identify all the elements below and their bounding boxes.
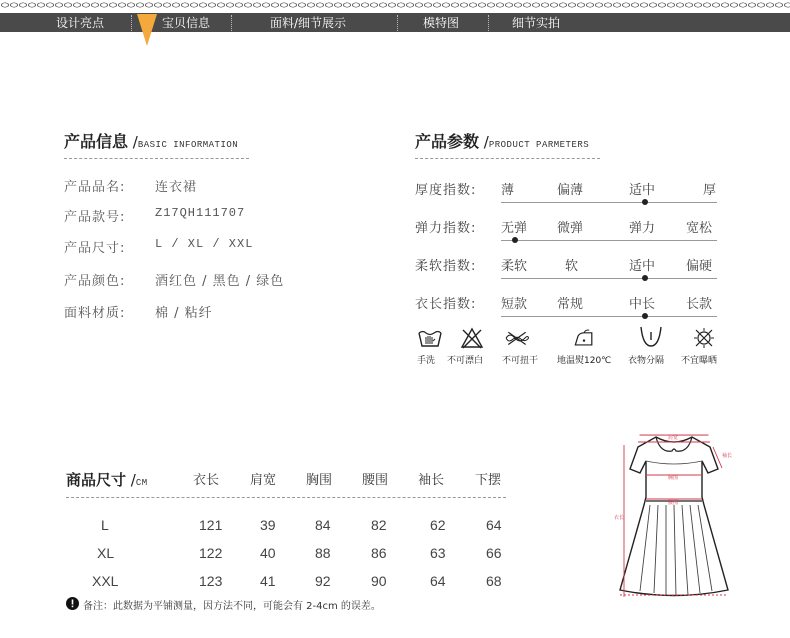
params-divider (415, 158, 600, 159)
iron-icon (571, 326, 597, 350)
table-cell: 84 (315, 517, 331, 533)
param-option: 偏薄 (557, 183, 584, 198)
params-heading (415, 129, 589, 152)
nav-item-product-info[interactable]: 宝贝信息 (162, 16, 211, 30)
diagram-label-waist: 腰围 (668, 500, 679, 506)
param-option: 偏硬 (686, 259, 713, 274)
title-slash: / (128, 133, 138, 151)
column-header: 腰围 (362, 473, 389, 488)
param-indicator-dot (642, 275, 648, 281)
param-option: 厚 (703, 183, 717, 198)
basic-info-heading (64, 129, 238, 152)
basic-info-divider (64, 158, 249, 159)
param-option: 软 (565, 259, 579, 274)
table-cell: 121 (199, 517, 223, 533)
table-cell: 88 (315, 545, 331, 561)
size-label: XL (97, 545, 115, 561)
diagram-label-chest: 胸围 (668, 475, 679, 481)
nav-separator (488, 15, 489, 31)
table-cell: 92 (315, 573, 331, 589)
nav-separator (397, 15, 398, 31)
info-label: 产品颜色: (64, 274, 126, 289)
column-header: 下摆 (475, 473, 502, 488)
care-label-iron: 地温熨120℃ (557, 356, 612, 366)
diagram-label-sleeve: 袖长 (722, 453, 733, 459)
param-indicator-dot (642, 199, 648, 205)
param-option: 适中 (629, 259, 656, 274)
table-cell: 41 (260, 573, 276, 589)
param-scale-line (501, 316, 717, 317)
table-cell: 64 (486, 517, 502, 533)
param-scale-line (501, 240, 717, 241)
basic-info-subtitle: BASIC INFORMATION (137, 140, 239, 150)
table-cell: 86 (371, 545, 387, 561)
param-label-elasticity: 弹力指数: (415, 221, 477, 236)
title-slash: / (126, 471, 136, 489)
param-label-softness: 柔软指数: (415, 259, 477, 274)
info-value-style-no: Z17QH111707 (155, 206, 246, 220)
param-option: 微弹 (557, 221, 584, 236)
param-option: 长款 (686, 297, 713, 312)
info-value-colors: 酒红色 / 黑色 / 绿色 (155, 274, 285, 289)
top-navigation (0, 0, 790, 33)
chain-border-decoration (0, 0, 790, 12)
nav-item-model-photos[interactable]: 模特图 (423, 16, 460, 30)
hand-wash-icon (417, 326, 443, 350)
size-label: XXL (92, 573, 119, 589)
size-table-heading (66, 469, 148, 490)
care-label-wash-separately: 衣物分隔 (628, 356, 665, 366)
dress-measurement-diagram (610, 425, 740, 605)
param-option: 中长 (629, 297, 656, 312)
table-cell: 62 (430, 517, 446, 533)
table-cell: 63 (430, 545, 446, 561)
column-header: 袖长 (418, 473, 445, 488)
nav-separator (231, 15, 232, 31)
param-scale-line (501, 202, 717, 203)
param-option: 宽松 (686, 221, 713, 236)
param-option: 适中 (629, 183, 656, 198)
param-label-thickness: 厚度指数: (415, 183, 477, 198)
info-label: 产品尺寸: (64, 241, 126, 256)
table-cell: 40 (260, 545, 276, 561)
diagram-label-shoulder: 肩宽 (668, 435, 679, 441)
param-label-length: 衣长指数: (415, 297, 477, 312)
nav-item-detail-shots[interactable]: 细节实拍 (512, 16, 561, 30)
param-option: 薄 (501, 183, 515, 198)
table-cell: 39 (260, 517, 276, 533)
info-label: 产品品名: (64, 180, 126, 195)
care-label-no-sun: 不宜曝晒 (681, 356, 718, 366)
column-header: 肩宽 (250, 473, 277, 488)
table-cell: 123 (199, 573, 223, 589)
active-nav-arrow (137, 14, 157, 46)
table-cell: 68 (486, 573, 502, 589)
table-cell: 122 (199, 545, 223, 561)
param-option: 短款 (501, 297, 528, 312)
nav-strip (0, 13, 790, 32)
wash-separately-icon (638, 324, 664, 348)
info-value-fabric: 棉 / 粘纤 (155, 306, 213, 321)
measurement-note: 备注：此数据为平铺测量，因方法不同，可能会有 2-4cm 的误差。 (83, 601, 381, 612)
size-table-title: 商品尺寸 (66, 471, 127, 489)
nav-item-design-highlights[interactable]: 设计亮点 (56, 16, 105, 30)
care-label-no-bleach: 不可漂白 (447, 356, 484, 366)
size-table-divider (66, 497, 506, 498)
param-option: 弹力 (629, 221, 656, 236)
param-scale-line (501, 278, 717, 279)
no-sun-icon (691, 326, 717, 350)
param-option: 无弹 (501, 221, 528, 236)
warning-icon (66, 597, 79, 610)
size-label: L (101, 517, 109, 533)
size-table-unit: CM (135, 478, 148, 488)
title-slash: / (479, 133, 489, 151)
table-cell: 82 (371, 517, 387, 533)
nav-separator (131, 15, 132, 31)
column-header: 衣长 (193, 473, 220, 488)
no-bleach-icon (459, 326, 485, 350)
table-cell: 90 (371, 573, 387, 589)
table-cell: 66 (486, 545, 502, 561)
param-option: 柔软 (501, 259, 528, 274)
diagram-label-length: 衣长 (614, 515, 625, 521)
param-option: 常规 (557, 297, 584, 312)
care-label-hand-wash: 手洗 (417, 356, 436, 366)
params-subtitle: PRODUCT PARMETERS (488, 140, 590, 150)
param-indicator-dot (642, 313, 648, 319)
info-value-name: 连衣裙 (155, 180, 198, 195)
no-wring-icon (504, 326, 530, 350)
info-value-sizes: L / XL / XXL (155, 237, 254, 251)
basic-info-title: 产品信息 (64, 132, 129, 151)
nav-item-fabric-details[interactable]: 面料/细节展示 (270, 16, 347, 30)
care-label-no-wring: 不可扭干 (502, 356, 539, 366)
info-label: 面料材质: (64, 306, 126, 321)
param-indicator-dot (512, 237, 518, 243)
params-title: 产品参数 (415, 132, 480, 151)
info-label: 产品款号: (64, 210, 126, 225)
table-cell: 64 (430, 573, 446, 589)
column-header: 胸围 (306, 473, 333, 488)
